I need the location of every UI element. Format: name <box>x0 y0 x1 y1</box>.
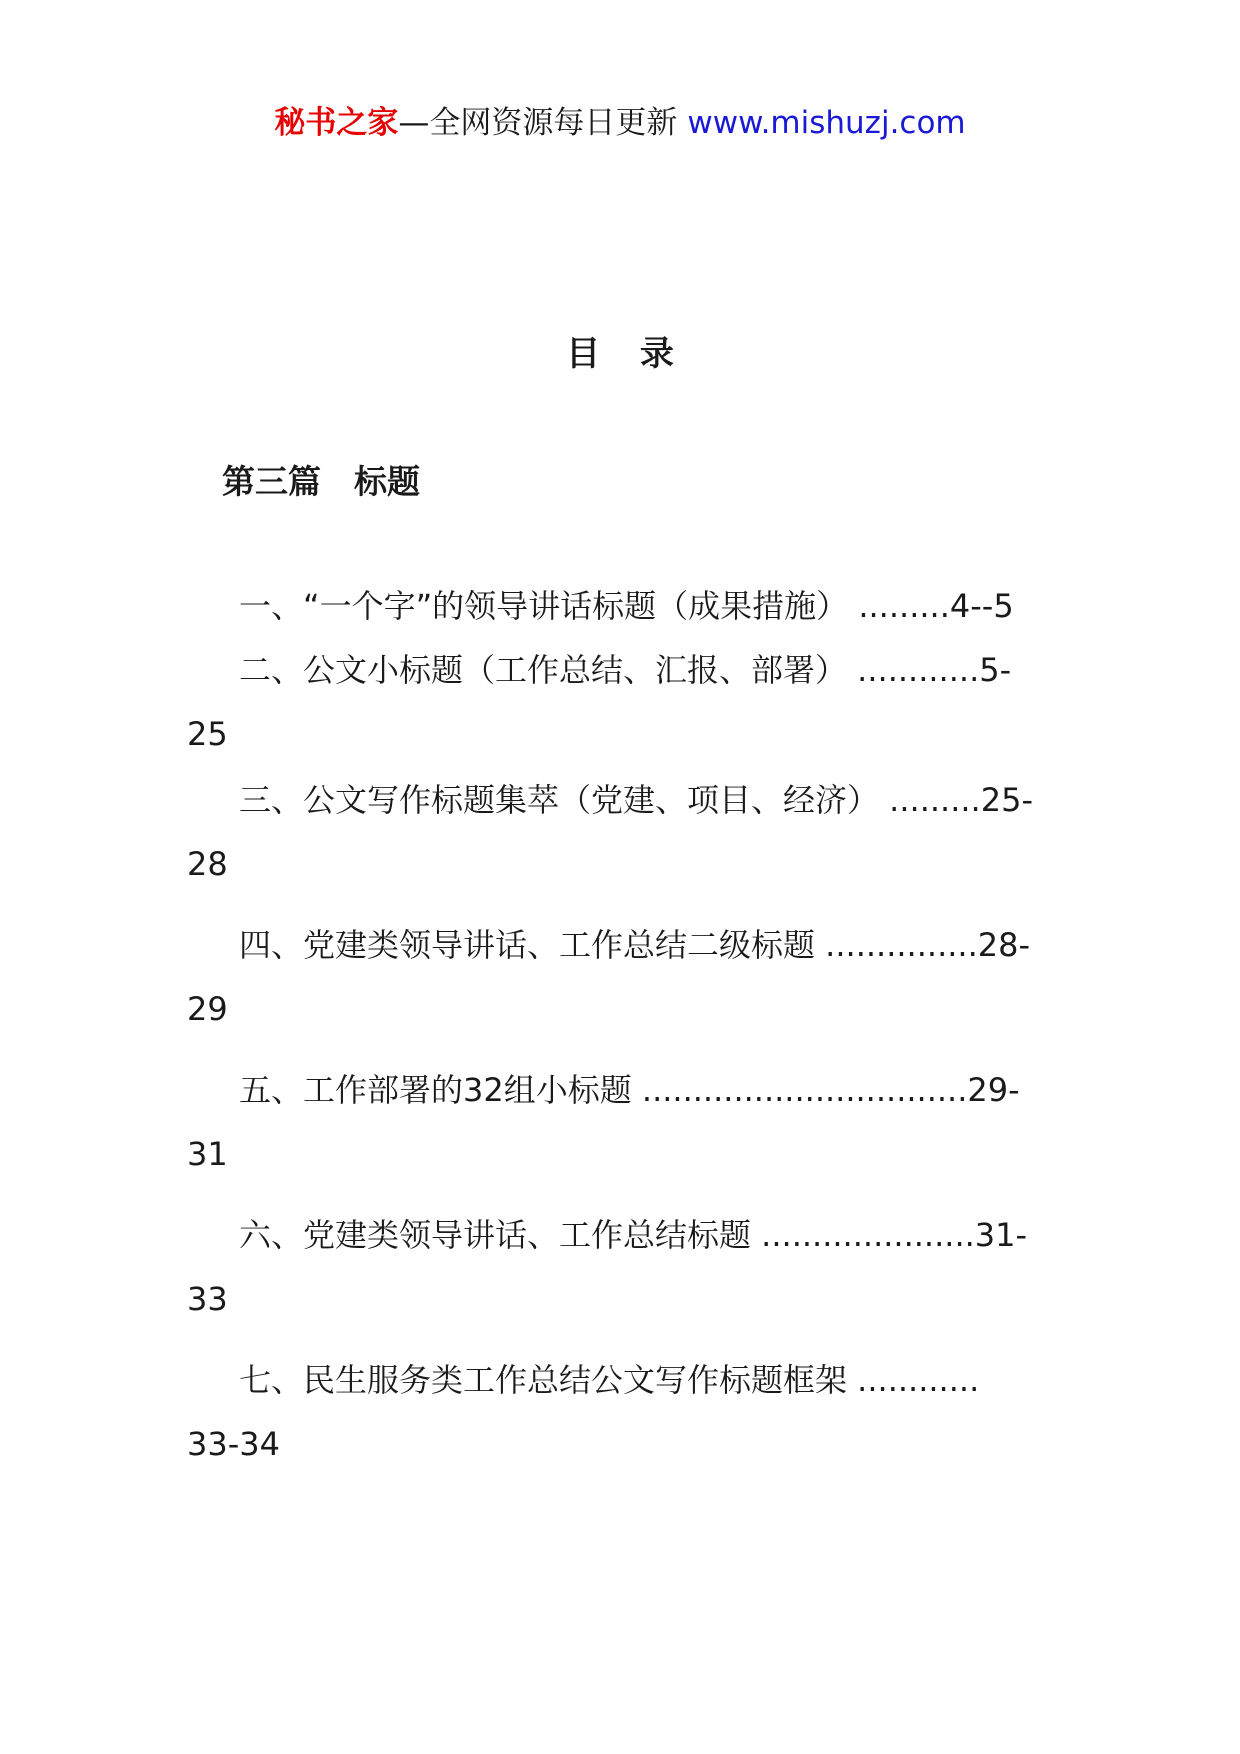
toc-entry-page-range: 29 <box>187 990 228 1028</box>
toc-entry-1[interactable] <box>187 574 1057 638</box>
toc-entry-page-range: 33 <box>187 1280 228 1318</box>
toc-title: 目 录 <box>566 334 688 374</box>
toc-entry-7[interactable] <box>187 1348 1057 1476</box>
toc-entry-4[interactable] <box>187 913 1057 1041</box>
toc-entry-text: 三、公文写作标题集萃（党建、项目、经济） .........25- <box>239 781 1033 819</box>
toc-entry-6[interactable] <box>187 1203 1057 1331</box>
toc-entry-page-range: 28 <box>187 845 228 883</box>
site-brand: 秘书之家 <box>274 105 399 141</box>
toc-entry-page-range: 31 <box>187 1135 228 1173</box>
toc-entry-text: 四、党建类领导讲话、工作总结二级标题 ...............28- <box>239 926 1031 964</box>
part-heading: 第三篇 标题 <box>222 462 420 501</box>
toc-entry-2[interactable] <box>187 638 1057 766</box>
site-url-link[interactable]: www.mishuzj.com <box>687 105 966 141</box>
toc-entry-text: 一、“一个字”的领导讲话标题（成果措施） .........4--5 <box>239 587 1014 625</box>
toc-entry-text: 七、民生服务类工作总结公文写作标题框架 ............ <box>239 1361 980 1399</box>
toc-entry-3[interactable] <box>187 768 1057 896</box>
toc-entry-text: 六、党建类领导讲话、工作总结标题 .....................31- <box>239 1216 1028 1254</box>
toc-entry-5[interactable] <box>187 1058 1057 1186</box>
toc-entry-text: 五、工作部署的32组小标题 ................................29- <box>239 1071 1020 1109</box>
toc-entry-text: 二、公文小标题（工作总结、汇报、部署） ............5- <box>239 651 1012 689</box>
toc-entry-page-range: 33-34 <box>187 1425 280 1463</box>
site-slogan: —全网资源每日更新 <box>398 105 678 141</box>
site-header <box>0 98 1240 148</box>
toc-entry-page-range: 25 <box>187 715 228 753</box>
